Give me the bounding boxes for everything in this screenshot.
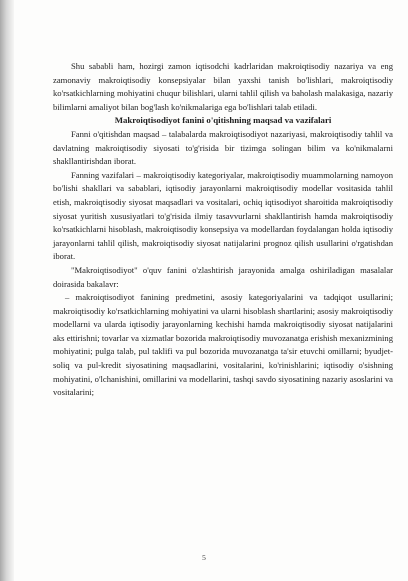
intro-paragraph: Shu sababli ham, hozirgi zamon iqtisodchi kadrlaridan makroiqtisodiy nazariya va eng zamonaviy makroiqtisodiy konsepsiyalar bilan yaxshi tanish bo'lishlari, makroiqtisodiy ko'rsatkichlarning mohiyatini chuqur bilishlari, ularni tahlil qilish va baholash malakasiga, nazariy bilimlarni amaliyot bilan bog'lash ko'nikmalariga ega bo'lishlari talab etiladi.	[53, 61, 393, 112]
course-paragraph: "Makroiqtisodiyot" o'quv fanini o'zlashtirish jarayonida amalga oshiriladigan masalalar doirasida bakalavr:	[53, 264, 393, 289]
page-number: 5	[202, 553, 206, 562]
page-binding-shadow	[0, 0, 14, 581]
tasks-paragraph: Fanning vazifalari – makroiqtisodiy kategoriyalar, makroiqtisodiy muammolarning namoyon bo'lishi shakllari va sabablari, iqtisodiy jarayonlarni makroiqtisodiy modellar vositasida tahlil etish, makroiqtisodiy siyosat maqsadlari va vositalari, ochiq iqtisodiyot sharoitida makroiqtisodiy siyosat yuritish xususiyatlari to'g'risida ilmiy tasavvurlarni shakllantirish hamda makroiqtisodiy ko'rsatkichlarni hisoblash, makroiqtisodiy konsepsiya va modellardan foydalangan holda iqtisodiy jarayonlarni tahlil qilish, makroiqtisodiy siyosat natijalarini prognoz qilish usullarini o'rgatishdan iborat.	[53, 169, 393, 262]
goal-paragraph: Fanni o'qitishdan maqsad – talabalarda makroiqtisodiyot nazariyasi, makroiqtisodiy tahlil va davlatning makroiqtisodiy siyosati to'g'risida bir tizimga solingan bilim va ko'nikmalarni shakllantirishdan iborat.	[53, 128, 393, 167]
knowledge-list-paragraph: – makroiqtisodiyot fanining predmetini, asosiy kategoriyalarini va tadqiqot usullarini; makroiqtisodiy ko'rsatkichlarning mohiyatini va ularni hisoblash shartlarini; asosiy makroiqtisodiy modellarni va ularda iqtisodiy jarayonlarning kechishi hamda makroiqtisodiy siyosat natijalarini aks ettirishni; tovarlar va xizmatlar bozorida makroiqtisodiy muvozanatga erishish mexanizmining mohiyatini; pulga talab, pul taklifi va pul bozorida muvozanatga ta'sir etuvchi omillarni; byudjet-soliq va pul-kredit siyosatining maqsadlarini, vositalarini, ko'rinishlarini; iqtisodiy o'sishning mohiyatini, o'lchanishini, omillarini va modellarini, tashqi savdo siyosatining nazariy asoslarini va vositalarini;	[53, 292, 393, 398]
page-body	[53, 60, 393, 400]
section-heading: Makroiqtisodiyot fanini o'qitishning maqsad va vazifalari	[114, 115, 332, 126]
